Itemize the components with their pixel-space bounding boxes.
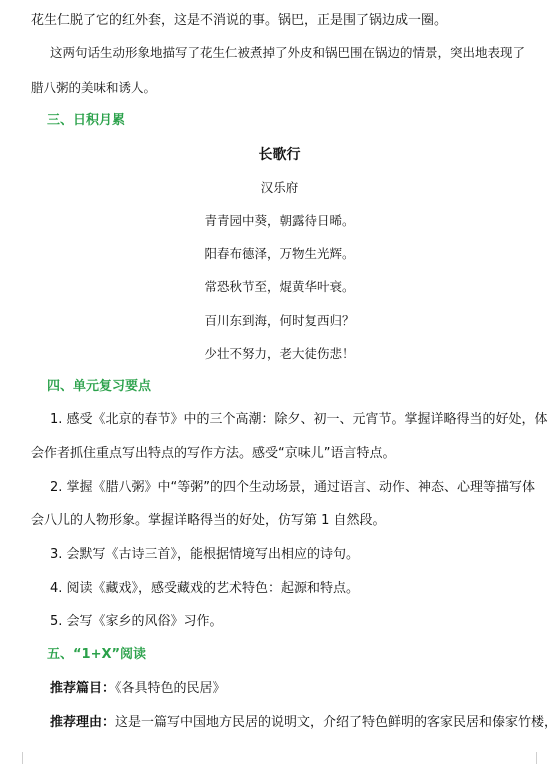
section-4-heading: 四、单元复习要点	[47, 379, 152, 394]
page-margin-mark-left	[22, 752, 23, 764]
review-item-1-line-2: 会作者抓住重点写出特点的写作方法。感受“京味儿”语言特点。	[31, 446, 396, 461]
recommended-title-label: 推荐篇目：	[50, 681, 116, 696]
poem-title: 长歌行	[258, 147, 301, 163]
page-margin-mark-right	[536, 752, 537, 764]
recommended-title-row	[50, 681, 226, 697]
review-item-3: 3. 会默写《古诗三首》，能根据情境写出相应的诗句。	[50, 547, 360, 562]
review-item-1-line-1: 1. 感受《北京的春节》中的三个高潮：除夕、初一、元宵节。掌握详略得当的好处，体	[50, 412, 548, 427]
poem-line: 少壮不努力，老大徒伤悲！	[204, 346, 355, 361]
intro-line-2: 这两句话生动形象地描写了花生仁被煮掉了外皮和锅巴围在锅边的情景，突出地表现了	[50, 45, 526, 60]
review-item-2-line-2: 会八儿的人物形象。掌握详略得当的好处，仿写第 1 自然段。	[31, 513, 386, 528]
poem-author: 汉乐府	[260, 180, 299, 195]
review-item-4: 4. 阅读《藏戏》，感受藏戏的艺术特色：起源和特点。	[50, 581, 360, 596]
intro-line-1: 花生仁脱了它的红外套，这是不消说的事。锅巴，正是围了锅边成一圈。	[31, 13, 448, 28]
intro-line-3: 腊八粥的美味和诱人。	[31, 80, 157, 95]
recommended-title-value: 《各具特色的民居》	[115, 681, 226, 696]
recommendation-reason-value: 这是一篇写中国地方民居的说明文，介绍了特色鲜明的客家民居和傣家竹楼，	[115, 715, 558, 730]
poem-line: 百川东到海，何时复西归？	[204, 313, 355, 328]
poem-line: 阳春布德泽，万物生光辉。	[204, 246, 355, 261]
poem-line: 常恐秋节至，焜黄华叶衰。	[204, 279, 355, 294]
section-5-heading: 五、“1+X”阅读	[47, 647, 147, 662]
review-item-2-line-1: 2. 掌握《腊八粥》中“等粥”的四个生动场景，通过语言、动作、神态、心理等描写体	[50, 480, 536, 495]
review-item-5: 5. 会写《家乡的风俗》习作。	[50, 614, 223, 629]
poem-line: 青青园中葵，朝露待日晞。	[204, 213, 355, 228]
recommendation-reason-row	[50, 715, 557, 731]
section-3-heading: 三、日积月累	[47, 113, 126, 128]
recommendation-reason-label: 推荐理由：	[50, 715, 116, 730]
